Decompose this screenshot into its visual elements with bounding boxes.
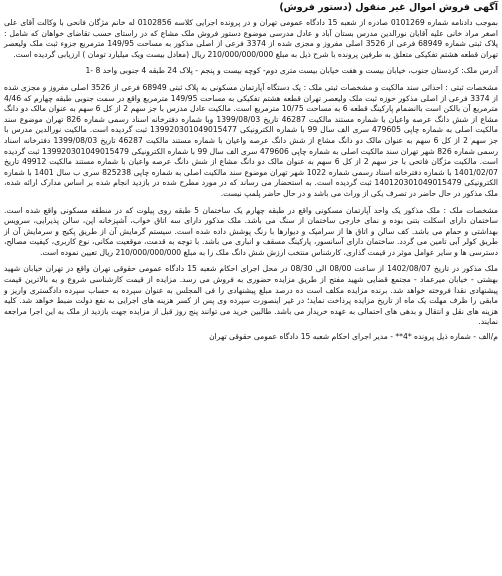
- notice-title: آگهی فروش اموال غیر منقول (دستور فروش): [279, 2, 498, 13]
- notice-paragraph-address: آدرس ملک: کردستان جنوب، خیابان بیست و هفت خیابان بیست متری دوم- کوچه بیست و پنجم - پلاک 24 طبقه 4 جنوبی واحد 8 -1: [85, 66, 498, 76]
- notice-footer-note: م/الف - شماره ذیل پرونده *4** - مدیر اجرای احکام شعبه 15 دادگاه عمومی حقوقی تهران: [209, 332, 498, 342]
- notice-paragraph-auction-terms: ملک مذکور در تاریخ 1402/08/07 از ساعت 08/00 الی 08/30 در محل اجرای احکام شعبه 15 دادگاه عمومی حقوقی تهران واقع در تهران خیابان شهید بهشتی - خیابان میرعماد - مجتمع قضایی شهید مفتح از طریق مزایده حضوری به فروش می رسد. مزایده از قیمت کارشناسی شروع و به بالاترین قیمت پیشنهادی نقدا فروخته خواهد شد. برنده مزایده مکلف است ده درصد مبلغ پیشنهادی را فی المجلس به عنوان سپرده به حساب سپرده دادگستری واریز و مابقی را ظرف مهلت یک ماه از تاریخ مزایده پرداخت نماید؛ در غیر اینصورت سپرده وی پس از کسر هزینه های اجرایی به نفع دولت ضبط خواهد شد. کلیه هزینه های نقل و انتقال و بدهی های احتمالی به عهده خریدار می باشد. طالبین خرید می توانند پنج روز قبل از مزایده جهت بازدید از ملک به این اجرا مراجعه نمایند.: [4, 264, 498, 327]
- notice-paragraph-intro: بموجب دادنامه شماره 0101269 صادره از شعبه 15 دادگاه عمومی تهران و در پرونده اجرایی کلاسه 0102856 له خانم مژگان فانحی با وکالت آقای علی اصغر مراد خانی علیه آقایان نورالدین مدرس بستان آباد و عادل مدرسی موضوع دستور فروش ملک مشاع که در راستای حسب تقاضای خواهان که شامل : پلاک ثبتی شماره 68949 فرعی از 3526 اصلی مفروز و مجزی شده از 3374 فرعی از اصلی مذکور به مساحت 149/95 مترمربع جزوء ثبت ملک ولیعصر تهران قطعه هشتم تفکیکی متعلق به طرفین پرونده با شرح ذیل به مبلغ 210/000/000/000 ریال (معادل بیست ویک میلیارد تومان ) ارزیابی گردیده است.: [4, 18, 499, 59]
- notice-paragraph-property-details: مشخصات ملک : ملک مذکور یک واحد آپارتمان مسکونی واقع در طبقه چهارم یک ساختمان 5 طبقه روی پیلوت که در منطقه مسکونی واقع شده است. ساختمان دارای اسکلت بتنی بوده و نمای خارجی ساختمان از سنگ می باشد. ملک مذکور دارای سه اتاق خواب، آشپزخانه اپن، سالن پذیرایی، سرویس بهداشتی و حمام می باشد. کف سالن و اتاق ها از سرامیک و دیوارها با رنگ پوشش داده شده است. سیستم گرمایش آن از طریق پکیج و سرمایش آن از طریق کولر آبی تامین می گردد. ساختمان دارای آسانسور، پارکینگ مسقف و انباری می باشد. با توجه به قدمت، موقعیت مکانی، نوع کاربری، کیفیت مصالح، دسترسی ها و سایر عوامل موثر در قیمت گذاری، کارشناس منتخب ارزش شش دانگ ملک را به مبلغ 210/000/000/000 ریال تعیین نموده است.: [4, 205, 498, 257]
- notice-paragraph-registration: مشخصات ثبتی : احداثی سند مالکیت و مشخصات ثبتی ملک : یک دستگاه آپارتمان مسکونی به پلاک ثبتی 68949 فرعی از 3526 اصلی مفروز و مجزی شده از 3374 فرعی از اصلی مذکور حوزه ثبت ملک ولیعصر تهران قطعه هشتم تفکیکی به مساحت 149/95 مترمربع واقع در سمت جنوبی طبقه چهارم که 4/46 مترمربع آن بالکن است باانضمام پارکینگ قطعه 6 به مساحت 10/75 مترمربع است. مالکیت عادل مدرس با جز سهم 2 از کل 6 سهم به عنوان مالک دو دانگ مشاع از شش دانگ عرصه واعیان با شماره مستند مالکیت 46287 تاریخ 1399/08/03 وبا شماره دفترخانه اسناد رسمی شماره 826 تهران موضوع سند مالکیت اصلی به شماره چاپی 479605 سری الف سال 99 با شماره الکترونیکی 139920301049015477 ثبت گردیده است. مالکیت نورالدین مدرس با جز سهم 2 از کل 6 سهم به عنوان مالک دو دانگ مشاع از شش دانگ عرصه واعیان با شماره مستند مالکیت 46287 تاریخ 1399/08/03 دفترخانه اسناد رسمی شماره 826 شهر تهران سند مالکیت اصلی به شماره چاپی 479606 سری الف سال 99 با شماره الکترونیکی 139920301049015479 ثبت گردیده است. مالکیت مژگان فاتحی با جز سهم 2 از کل 6 سهم به عنوان مالک دو دانگ مشاع از شش دانگ عرصه واعیان با شماره مستند مالکیت 49912 تاریخ 1401/02/07 با شماره دفترخانه اسناد رسمی شماره 1022 شهر تهران موضوع سند مالکیت اصلی به شماره چاپی 825238 سری ب سال 1401 با شماره الکترونیکی 140120301049015479 ثبت گردیده است. به استحضار می رساند که در مورد مطرح شده در بازدید انجام شده بر اساس مدارک ارائه شده، ملک مذکور در حال حاضر در تصرف یکی از وراث می باشد و در حال حاضر پلمپ نیست.: [4, 82, 499, 198]
